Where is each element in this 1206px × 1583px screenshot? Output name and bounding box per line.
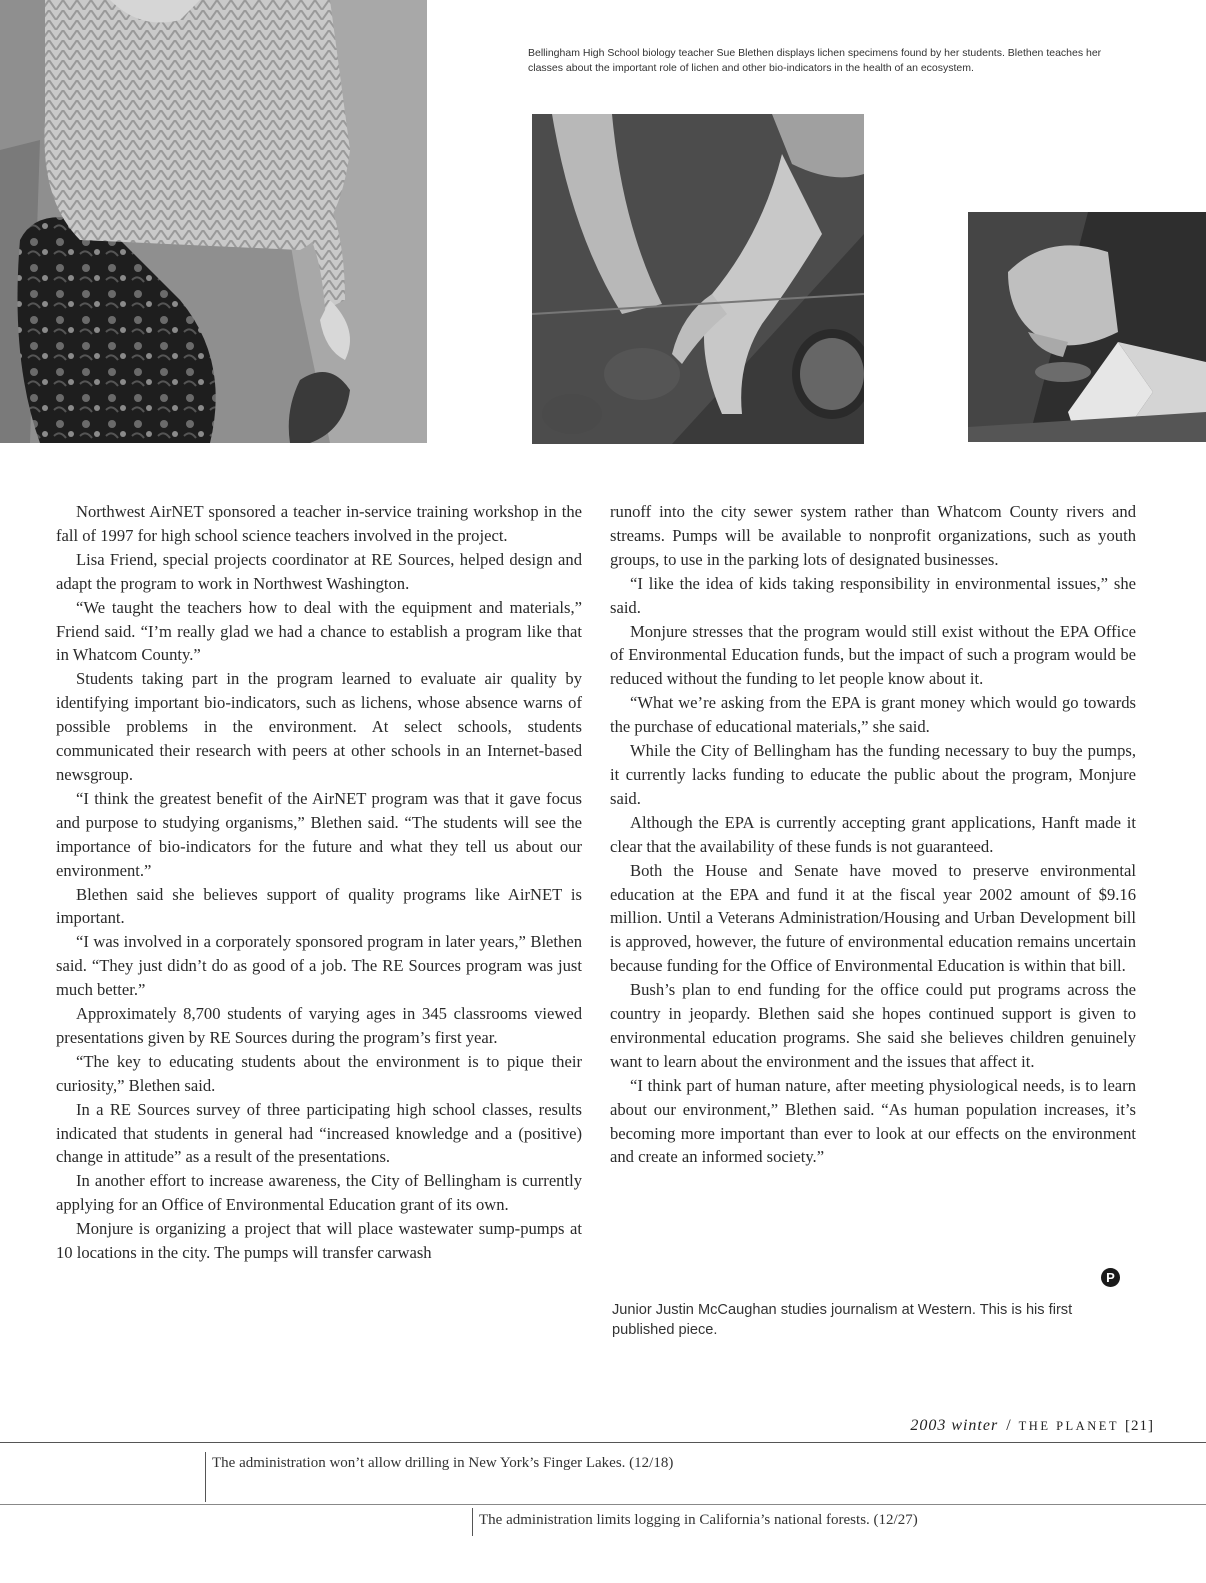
photo-hand-card (968, 212, 1206, 442)
folio-separator: / (1006, 1417, 1011, 1434)
folio-season: 2003 winter (910, 1417, 999, 1434)
paragraph: In a RE Sources survey of three participating high school classes, results indicated that students in general had “increased knowledge and a (positive) change in attitude” as a result of the presentations. (56, 1099, 582, 1167)
author-bio: Junior Justin McCaughan studies journalism at Western. This is his first published piece. (612, 1302, 1073, 1338)
page-folio (910, 1417, 1154, 1435)
paragraph: “I like the idea of kids taking responsibility in environmental issues,” she said. (610, 573, 1136, 617)
paragraph: “I think part of human nature, after meeting physiological needs, is to learn about our environment,” Blethen said. “As human population increases, it’s becoming more important than ever to look at our effects on the environment and create an informed society.” (610, 1075, 1136, 1167)
paragraph: In another effort to increase awareness, the City of Bellingham is currently applying for an Office of Environmental Education grant of its own. (56, 1171, 582, 1215)
paragraph: Although the EPA is currently accepting grant applications, Hanft made it clear that the availability of these funds is not guaranteed. (610, 812, 1136, 856)
paragraph: Monjure stresses that the program would still exist without the EPA Office of Environmental Education funds, but the impact of such a program would be reduced without the funding to let people know about it. (610, 621, 1136, 689)
paragraph: “I was involved in a corporately sponsored program in later years,” Blethen said. “They just didn’t do as good of a job. The RE Sources program was just much better.” (56, 932, 582, 1000)
paragraph: Monjure is organizing a project that will place wastewater sump-pumps at 10 locations in the city. The pumps will transfer carwash (56, 1219, 582, 1263)
paragraph: Students taking part in the program learned to evaluate air quality by identifying important bio-indicators, such as lichens, whose absence warns of possible problems in the environment. At select schools, students communicated their research with peers at other schools in an Internet-based newsgroup. (56, 669, 582, 784)
paragraph: Lisa Friend, special projects coordinator at RE Sources, helped design and adapt the program to work in Northwest Washington. (56, 549, 582, 593)
page-number: [21] (1125, 1418, 1154, 1434)
paragraph: “What we’re asking from the EPA is grant money which would go towards the purchase of educational materials,” she said. (610, 693, 1136, 737)
paragraph: Blethen said she believes support of quality programs like AirNET is important. (56, 884, 582, 928)
photo-hands-lichen (532, 114, 864, 444)
timeline-rule (0, 1504, 1206, 1505)
paragraph: runoff into the city sewer system rather than Whatcom County rivers and streams. Pumps will be available to nonprofit organizations, such as youth groups, to use in the parking lots of designated businesses. (610, 502, 1136, 569)
paragraph: Both the House and Senate have moved to preserve environmental education at the EPA and fund it at the fiscal year 2002 amount of $9.16 million. Until a Veterans Administration/Housing and Urban Development bill is approved, however, the future of environmental education remains uncertain because funding for the Office of Environmental Education is within that bill. (610, 860, 1136, 976)
paragraph: Northwest AirNET sponsored a teacher in-service training workshop in the fall of 1997 for high school science teachers involved in the project. (56, 502, 582, 545)
paragraph: While the City of Bellingham has the funding necessary to buy the pumps, it currently lacks funding to educate the public about the program, Monjure said. (610, 741, 1136, 808)
paragraph: Bush’s plan to end funding for the office could put programs across the country in jeopardy. Blethen said she hopes continued support is given to environmental education programs. She said she believes children genuinely want to learn about the environment and the issues that affect it. (610, 980, 1136, 1071)
article-column-right (610, 500, 1136, 1169)
folio-magazine: THE PLANET (1018, 1419, 1119, 1433)
timeline-entry: The administration limits logging in California’s national forests. (12/27) (472, 1508, 918, 1536)
paragraph: “I think the greatest benefit of the AirNET program was that it gave focus and purpose to studying organisms,” Blethen said. “The students will see the importance of bio-indicators for the future and what they tell us about our environment.” (56, 788, 582, 880)
timeline-entry: The administration won’t allow drilling in New York’s Finger Lakes. (12/18) (205, 1452, 673, 1502)
paragraph: “We taught the teachers how to deal with the equipment and materials,” Friend said. “I’m really glad we had a chance to establish a program like that in Whatcom County.” (56, 597, 582, 665)
paragraph: Approximately 8,700 students of varying ages in 345 classrooms viewed presentations given by RE Sources during the program’s first year. (56, 1004, 582, 1047)
photo-caption: Bellingham High School biology teacher Sue Blethen displays lichen specimens found by her students. Blethen teaches her classes about the important role of lichen and other bio-indicators in the health of an ecosystem. (528, 47, 1102, 74)
paragraph: “The key to educating students about the environment is to pique their curiosity,” Blethen said. (56, 1051, 582, 1095)
photo-teacher-sweater (0, 0, 427, 443)
timeline-rule (0, 1442, 1206, 1443)
end-of-article-icon: P (1101, 1268, 1120, 1287)
article-column-left (56, 500, 582, 1265)
